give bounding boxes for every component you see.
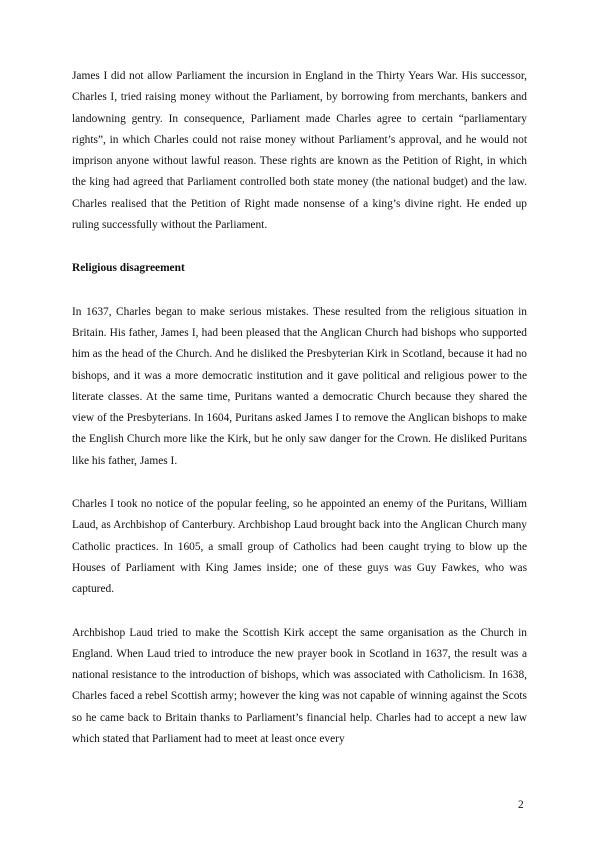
document-page-body — [72, 66, 527, 750]
section-heading: Religious disagreement — [72, 262, 185, 275]
paragraph-religious-situation: In 1637, Charles began to make serious mistakes. These resulted from the religious situation in Britain. His father, James I, had been pleased that the Anglican Church had bishops who supported him as the head of the Church. And he disliked the Presbyterian Kirk in Scotland, because it had no bishops, and it was a more democratic institution and it gave political and religious power to the literate classes. At the same time, Puritans wanted a democratic Church because they shared the view of the Presbyterians. In 1604, Puritans asked James I to remove the Anglican bishops to make the English Church more like the Kirk, but he only saw danger for the Crown. He disliked Puritans like his father, James I. — [72, 305, 527, 467]
paragraph-parliament-petition: James I did not allow Parliament the incursion in England in the Thirty Years War. His successor, Charles I, tried raising money without the Parliament, by borrowing from merchants, bankers and landowning gentry. In consequence, Parliament made Charles agree to certain “parliamentary rights”, in which Charles could not raise money without Parliament’s approval, and he would not imprison anyone without lawful reason. These rights are known as the Petition of Right, in which the king had agreed that Parliament controlled both state money (the national budget) and the law. Charles realised that the Petition of Right made nonsense of a king’s divine right. He ended up ruling successfully without the Parliament. — [72, 70, 527, 232]
paragraph-scottish-kirk: Archbishop Laud tried to make the Scottish Kirk accept the same organisation as the Church in England. When Laud tried to introduce the new prayer book in Scotland in 1637, the result was a national resistance to the introduction of bishops, which was associated with Catholicism. In 1638, Charles faced a rebel Scottish army; however the king was not capable of winning against the Scots so he came back to Britain thanks to Parliament’s financial help. Charles had to accept a new law which stated that Parliament had to meet at least once every — [72, 626, 527, 746]
page-number: 2 — [518, 799, 524, 811]
paragraph-archbishop-laud: Charles I took no notice of the popular feeling, so he appointed an enemy of the Puritans, William Laud, as Archbishop of Canterbury. Archbishop Laud brought back into the Anglican Church many Catholic practices. In 1605, a small group of Catholics had been caught trying to blow up the Houses of Parliament with King James inside; one of these guys was Guy Fawkes, who was captured. — [72, 498, 527, 596]
paragraph-spacer — [72, 280, 527, 302]
paragraph-spacer — [72, 472, 527, 494]
paragraph-spacer — [72, 236, 527, 258]
paragraph-spacer — [72, 601, 527, 623]
